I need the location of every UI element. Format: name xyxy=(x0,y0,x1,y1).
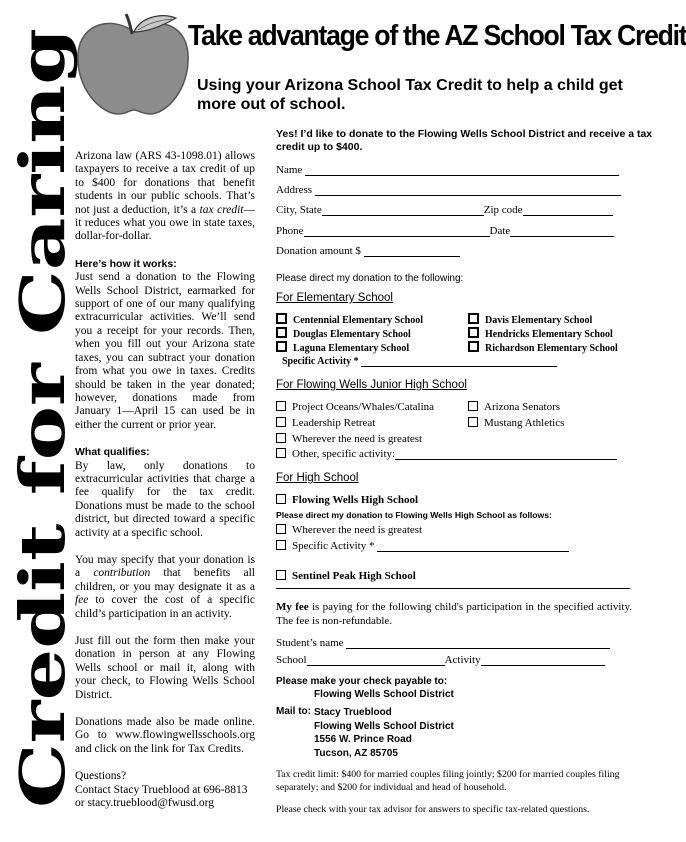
elem-option-davis[interactable]: Davis Elementary School xyxy=(468,313,592,326)
jh-option-greatest-need[interactable]: Wherever the need is greatest xyxy=(276,433,422,445)
checkbox[interactable] xyxy=(276,524,286,534)
banner-text: Credit for Caring xyxy=(6,212,79,808)
direct-label: Please direct my donation to the following: xyxy=(276,273,464,284)
hs-direct-label: Please direct my donation to Flowing Wells High School as follows: xyxy=(276,510,552,520)
tax-limit-note: Tax credit limit: $400 for married couples filing jointly; $200 for married couples filing separately; and $200 for individual and head of household. xyxy=(276,769,620,793)
elem-option-richardson[interactable]: Richardson Elementary School xyxy=(468,341,618,354)
zip-field[interactable] xyxy=(523,204,613,216)
elementary-heading: For Elementary School xyxy=(276,292,393,304)
checkbox[interactable] xyxy=(276,448,286,458)
address-row: Address xyxy=(276,184,621,196)
checkbox[interactable] xyxy=(276,313,287,324)
phone-date-row: Phone Date xyxy=(276,225,614,237)
elem-option-centennial[interactable]: Centennial Elementary School xyxy=(276,313,423,326)
jh-option-mustang-athletics[interactable]: Mustang Athletics xyxy=(468,417,564,429)
checkbox[interactable] xyxy=(276,327,287,338)
elem-option-laguna[interactable]: Laguna Elementary School xyxy=(276,341,409,354)
contact-paragraph: Questions? Contact Stacy Trueblood at 696-8813 or stacy.trueblood@fwusd.org xyxy=(75,770,248,810)
fill-out-paragraph: Just fill out the form then make your donation in person at any Flowing Wells school or mail it, along with your check, to Flowing Wells School District. xyxy=(75,635,255,701)
elem-option-hendricks[interactable]: Hendricks Elementary School xyxy=(468,327,613,340)
phone-field[interactable] xyxy=(304,225,490,237)
mail-address: Stacy Trueblood Flowing Wells School District 1556 W. Prince Road Tucson, AZ 85705 xyxy=(314,707,454,759)
donation-amount-row: Donation amount $ xyxy=(276,245,460,257)
name-row: Name xyxy=(276,164,619,176)
how-heading: Here’s how it works: xyxy=(75,257,177,270)
mail-to-label: Mail to: xyxy=(276,706,311,717)
checkbox[interactable] xyxy=(276,540,286,550)
page-subtitle: Using your Arizona School Tax Credit to help a child get more out of school. xyxy=(197,77,623,113)
address-field[interactable] xyxy=(315,184,621,196)
online-paragraph: Donations made also be made online. Go to www.flowingwellsschools.org and click on the link for Tax Credits. xyxy=(75,716,255,755)
elem-specific-activity-row: Specific Activity * xyxy=(282,355,557,367)
payable-label: Please make your check payable to: xyxy=(276,676,448,687)
student-name-row: Student’s name xyxy=(276,637,610,649)
payable-to: Flowing Wells School District xyxy=(314,689,454,700)
how-it-works-section: Here’s how it works: Just send a donation to the Flowing Wells School District, earmarked for support of one of our many qualifying extracurricular activities. We’ll send you a receipt for your records. Then, when you fill out your Arizona state taxes, you can subtract your donation from what you owe in taxes. Credits should be taken in the year donated; however, donations made from January 1—April 15 can used be in either the current or prior year. xyxy=(75,257,255,431)
qualifies-section: What qualifies: By law, only donations to extracurricular activities that charge a fee qualify for the tax credit. Donations must be made to the school district, but directed toward a specific activity at a specific school. xyxy=(75,446,255,539)
student-name-field[interactable] xyxy=(346,637,610,649)
tax-advisor-note: Please check with your tax advisor for answers to specific tax-related questions. xyxy=(276,804,590,815)
checkbox[interactable] xyxy=(468,313,479,324)
info-column xyxy=(75,150,255,824)
junior-high-heading: For Flowing Wells Junior High School xyxy=(276,379,467,391)
jh-option-leadership-retreat[interactable]: Leadership Retreat xyxy=(276,417,375,429)
jh-option-other[interactable]: Other, specific activity: xyxy=(276,448,617,460)
hs-option-specific-activity[interactable]: Specific Activity * xyxy=(276,540,569,552)
qualifies-heading: What qualifies: xyxy=(75,446,150,459)
checkbox[interactable] xyxy=(276,417,286,427)
yes-statement: Yes! I’d like to donate to the Flowing Wells School District and receive a tax credit up to $400. xyxy=(276,128,653,153)
checkbox[interactable] xyxy=(276,401,286,411)
jh-other-field[interactable] xyxy=(395,448,617,460)
elem-specific-activity-field[interactable] xyxy=(361,355,557,367)
checkbox[interactable] xyxy=(276,341,287,352)
page-title: Take advantage of the AZ School Tax Credit xyxy=(188,20,686,52)
checkbox[interactable] xyxy=(276,494,286,504)
date-field[interactable] xyxy=(510,225,614,237)
donation-amount-field[interactable] xyxy=(364,245,460,257)
checkbox[interactable] xyxy=(468,417,478,427)
elem-option-douglas[interactable]: Douglas Elementary School xyxy=(276,327,411,340)
city-state-field[interactable] xyxy=(322,204,484,216)
intro-paragraph: Arizona law (ARS 43-1098.01) allows taxpayers to receive a tax credit of up to $400 for donations that benefit students in our public schools. That’s not just a deduction, it’s a tax credit—it reduces what you owe in state taxes, dollar-for-dollar. xyxy=(75,150,255,243)
hs-option-greatest-need[interactable]: Wherever the need is greatest xyxy=(276,524,422,536)
school-field[interactable] xyxy=(307,654,445,666)
checkbox[interactable] xyxy=(468,327,479,338)
vertical-banner xyxy=(6,8,79,818)
hs-option-sentinel-peak[interactable]: Sentinel Peak High School xyxy=(276,570,416,582)
school-activity-row: School Activity xyxy=(276,654,605,666)
hs-specific-activity-field[interactable] xyxy=(377,540,569,552)
checkbox[interactable] xyxy=(276,570,286,580)
name-field[interactable] xyxy=(305,164,619,176)
fee-statement: My fee is paying for the following child's participation in the specified activity. The fee is non-refundable. xyxy=(276,601,633,627)
jh-option-arizona-senators[interactable]: Arizona Senators xyxy=(468,401,560,413)
city-zip-row: City, State Zip code xyxy=(276,204,613,216)
checkbox[interactable] xyxy=(468,341,479,352)
divider xyxy=(276,588,630,589)
activity-field[interactable] xyxy=(481,654,605,666)
specify-paragraph: You may specify that your donation is a contribution that benefits all children, or you may designate it as a fee to cover the cost of a specific child’s participation in an activity. xyxy=(75,553,255,620)
checkbox[interactable] xyxy=(276,433,286,443)
checkbox[interactable] xyxy=(468,401,478,411)
apple-icon xyxy=(74,10,192,118)
high-school-heading: For High School xyxy=(276,472,359,484)
hs-option-flowing-wells[interactable]: Flowing Wells High School xyxy=(276,494,418,506)
jh-option-project-oceans[interactable]: Project Oceans/Whales/Catalina xyxy=(276,401,434,413)
